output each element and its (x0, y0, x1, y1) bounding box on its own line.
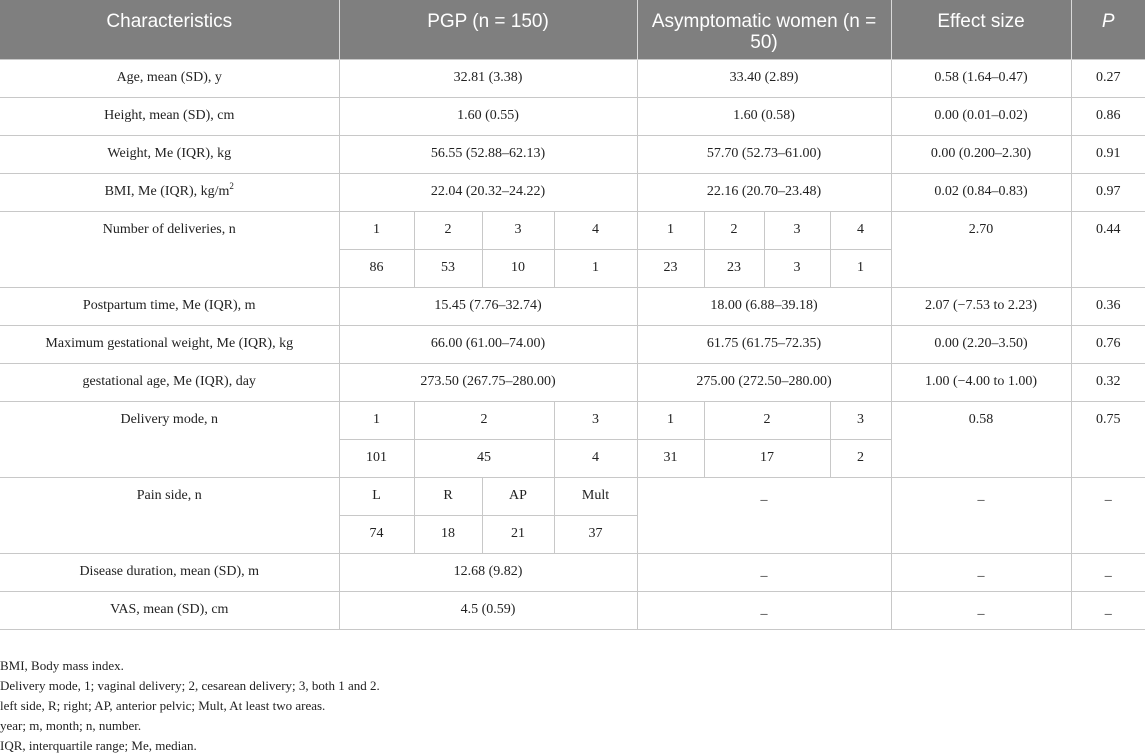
row-label: Disease duration, mean (SD), m (0, 553, 339, 591)
table-row (0, 553, 1145, 591)
pgp-value: 101 (339, 439, 414, 477)
pgp-value: 273.50 (267.75–280.00) (339, 363, 637, 401)
pgp-value: 37 (554, 515, 637, 553)
row-label (0, 173, 339, 211)
asym-subheader: 1 (637, 401, 704, 439)
effect-value: 0.02 (0.84–0.83) (891, 173, 1071, 211)
header-effect-size: Effect size (891, 0, 1071, 59)
asym-value: 23 (637, 249, 704, 287)
p-value: 0.76 (1071, 325, 1145, 363)
row-label: Height, mean (SD), cm (0, 97, 339, 135)
pgp-subheader: AP (482, 477, 554, 515)
pgp-value: 4 (554, 439, 637, 477)
effect-value: 0.00 (2.20–3.50) (891, 325, 1071, 363)
asym-value: 1 (830, 249, 891, 287)
pgp-subheader: Mult (554, 477, 637, 515)
row-label: Pain side, n (0, 477, 339, 553)
p-value: 0.27 (1071, 59, 1145, 97)
pgp-value: 56.55 (52.88–62.13) (339, 135, 637, 173)
asym-subheader: 3 (830, 401, 891, 439)
asym-value: 2 (830, 439, 891, 477)
asym-subheader: 1 (637, 211, 704, 249)
asym-value: 17 (704, 439, 830, 477)
row-label: Postpartum time, Me (IQR), m (0, 287, 339, 325)
pgp-value: 32.81 (3.38) (339, 59, 637, 97)
header-asymptomatic: Asymptomatic women (n = 50) (637, 0, 891, 59)
pgp-value: 66.00 (61.00–74.00) (339, 325, 637, 363)
pgp-value: 18 (414, 515, 482, 553)
pgp-value: 15.45 (7.76–32.74) (339, 287, 637, 325)
row-label: Delivery mode, n (0, 401, 339, 477)
effect-value: _ (891, 553, 1071, 591)
pgp-value: 1 (554, 249, 637, 287)
pgp-subheader: 4 (554, 211, 637, 249)
table-row (0, 591, 1145, 629)
pgp-value: 86 (339, 249, 414, 287)
pgp-subheader: 3 (482, 211, 554, 249)
row-label: Number of deliveries, n (0, 211, 339, 287)
pgp-subheader: R (414, 477, 482, 515)
effect-value: 2.70 (891, 211, 1071, 287)
p-value: 0.44 (1071, 211, 1145, 287)
effect-value: 0.58 (1.64–0.47) (891, 59, 1071, 97)
asym-value: 33.40 (2.89) (637, 59, 891, 97)
pgp-subheader: 1 (339, 211, 414, 249)
pgp-value: 74 (339, 515, 414, 553)
footnote: left side, R; right; AP, anterior pelvic; Mult, At least two areas. (0, 698, 326, 713)
table-row (0, 401, 1145, 439)
effect-value: 0.00 (0.01–0.02) (891, 97, 1071, 135)
header-pgp: PGP (n = 150) (339, 0, 637, 59)
table-row (0, 363, 1145, 401)
asym-value: 18.00 (6.88–39.18) (637, 287, 891, 325)
effect-value: _ (891, 591, 1071, 629)
row-label: gestational age, Me (IQR), day (0, 363, 339, 401)
pgp-subheader: 2 (414, 211, 482, 249)
table-row (0, 59, 1145, 97)
bmi-label-text: BMI, Me (IQR), kg/m (104, 183, 230, 199)
header-row (0, 0, 1145, 59)
p-value: 0.36 (1071, 287, 1145, 325)
table-row (0, 287, 1145, 325)
asym-subheader: 3 (764, 211, 830, 249)
footnote: IQR, interquartile range; Me, median. (0, 738, 197, 753)
row-label: VAS, mean (SD), cm (0, 591, 339, 629)
asym-value: 61.75 (61.75–72.35) (637, 325, 891, 363)
effect-value: 0.58 (891, 401, 1071, 477)
footnote: BMI, Body mass index. (0, 658, 124, 673)
table-row (0, 325, 1145, 363)
effect-value: 2.07 (−7.53 to 2.23) (891, 287, 1071, 325)
asym-value: 23 (704, 249, 764, 287)
p-value: _ (1071, 591, 1145, 629)
p-value: 0.75 (1071, 401, 1145, 477)
table-row (0, 211, 1145, 249)
pgp-value: 12.68 (9.82) (339, 553, 637, 591)
p-value: 0.32 (1071, 363, 1145, 401)
pgp-subheader: 1 (339, 401, 414, 439)
p-value: 0.97 (1071, 173, 1145, 211)
asym-value: 31 (637, 439, 704, 477)
asym-value: _ (637, 553, 891, 591)
asym-value: _ (637, 477, 891, 553)
table-row (0, 173, 1145, 211)
pgp-value: 1.60 (0.55) (339, 97, 637, 135)
asym-subheader: 2 (704, 401, 830, 439)
pgp-value: 22.04 (20.32–24.22) (339, 173, 637, 211)
row-label: Weight, Me (IQR), kg (0, 135, 339, 173)
asym-value: 22.16 (20.70–23.48) (637, 173, 891, 211)
header-characteristics: Characteristics (0, 0, 339, 59)
bmi-label-superscript: 2 (229, 180, 234, 191)
p-value: 0.91 (1071, 135, 1145, 173)
pgp-value: 21 (482, 515, 554, 553)
pgp-value: 10 (482, 249, 554, 287)
pgp-subheader: 3 (554, 401, 637, 439)
table-row (0, 97, 1145, 135)
effect-value: 0.00 (0.200–2.30) (891, 135, 1071, 173)
row-label: Age, mean (SD), y (0, 59, 339, 97)
row-label: Maximum gestational weight, Me (IQR), kg (0, 325, 339, 363)
p-value: _ (1071, 477, 1145, 553)
footnote: year; m, month; n, number. (0, 718, 142, 733)
table-row (0, 135, 1145, 173)
pgp-subheader: L (339, 477, 414, 515)
header-p: P (1071, 0, 1145, 59)
asym-subheader: 4 (830, 211, 891, 249)
asym-value: 275.00 (272.50–280.00) (637, 363, 891, 401)
asym-value: 3 (764, 249, 830, 287)
pgp-value: 4.5 (0.59) (339, 591, 637, 629)
effect-value: 1.00 (−4.00 to 1.00) (891, 363, 1071, 401)
footnote: Delivery mode, 1; vaginal delivery; 2, cesarean delivery; 3, both 1 and 2. (0, 678, 380, 693)
asym-value: 57.70 (52.73–61.00) (637, 135, 891, 173)
p-value: 0.86 (1071, 97, 1145, 135)
pgp-value: 53 (414, 249, 482, 287)
pgp-subheader: 2 (414, 401, 554, 439)
effect-value: _ (891, 477, 1071, 553)
asym-subheader: 2 (704, 211, 764, 249)
pgp-value: 45 (414, 439, 554, 477)
asym-value: _ (637, 591, 891, 629)
table-row (0, 477, 1145, 515)
p-value: _ (1071, 553, 1145, 591)
asym-value: 1.60 (0.58) (637, 97, 891, 135)
table-footnotes (0, 656, 380, 756)
